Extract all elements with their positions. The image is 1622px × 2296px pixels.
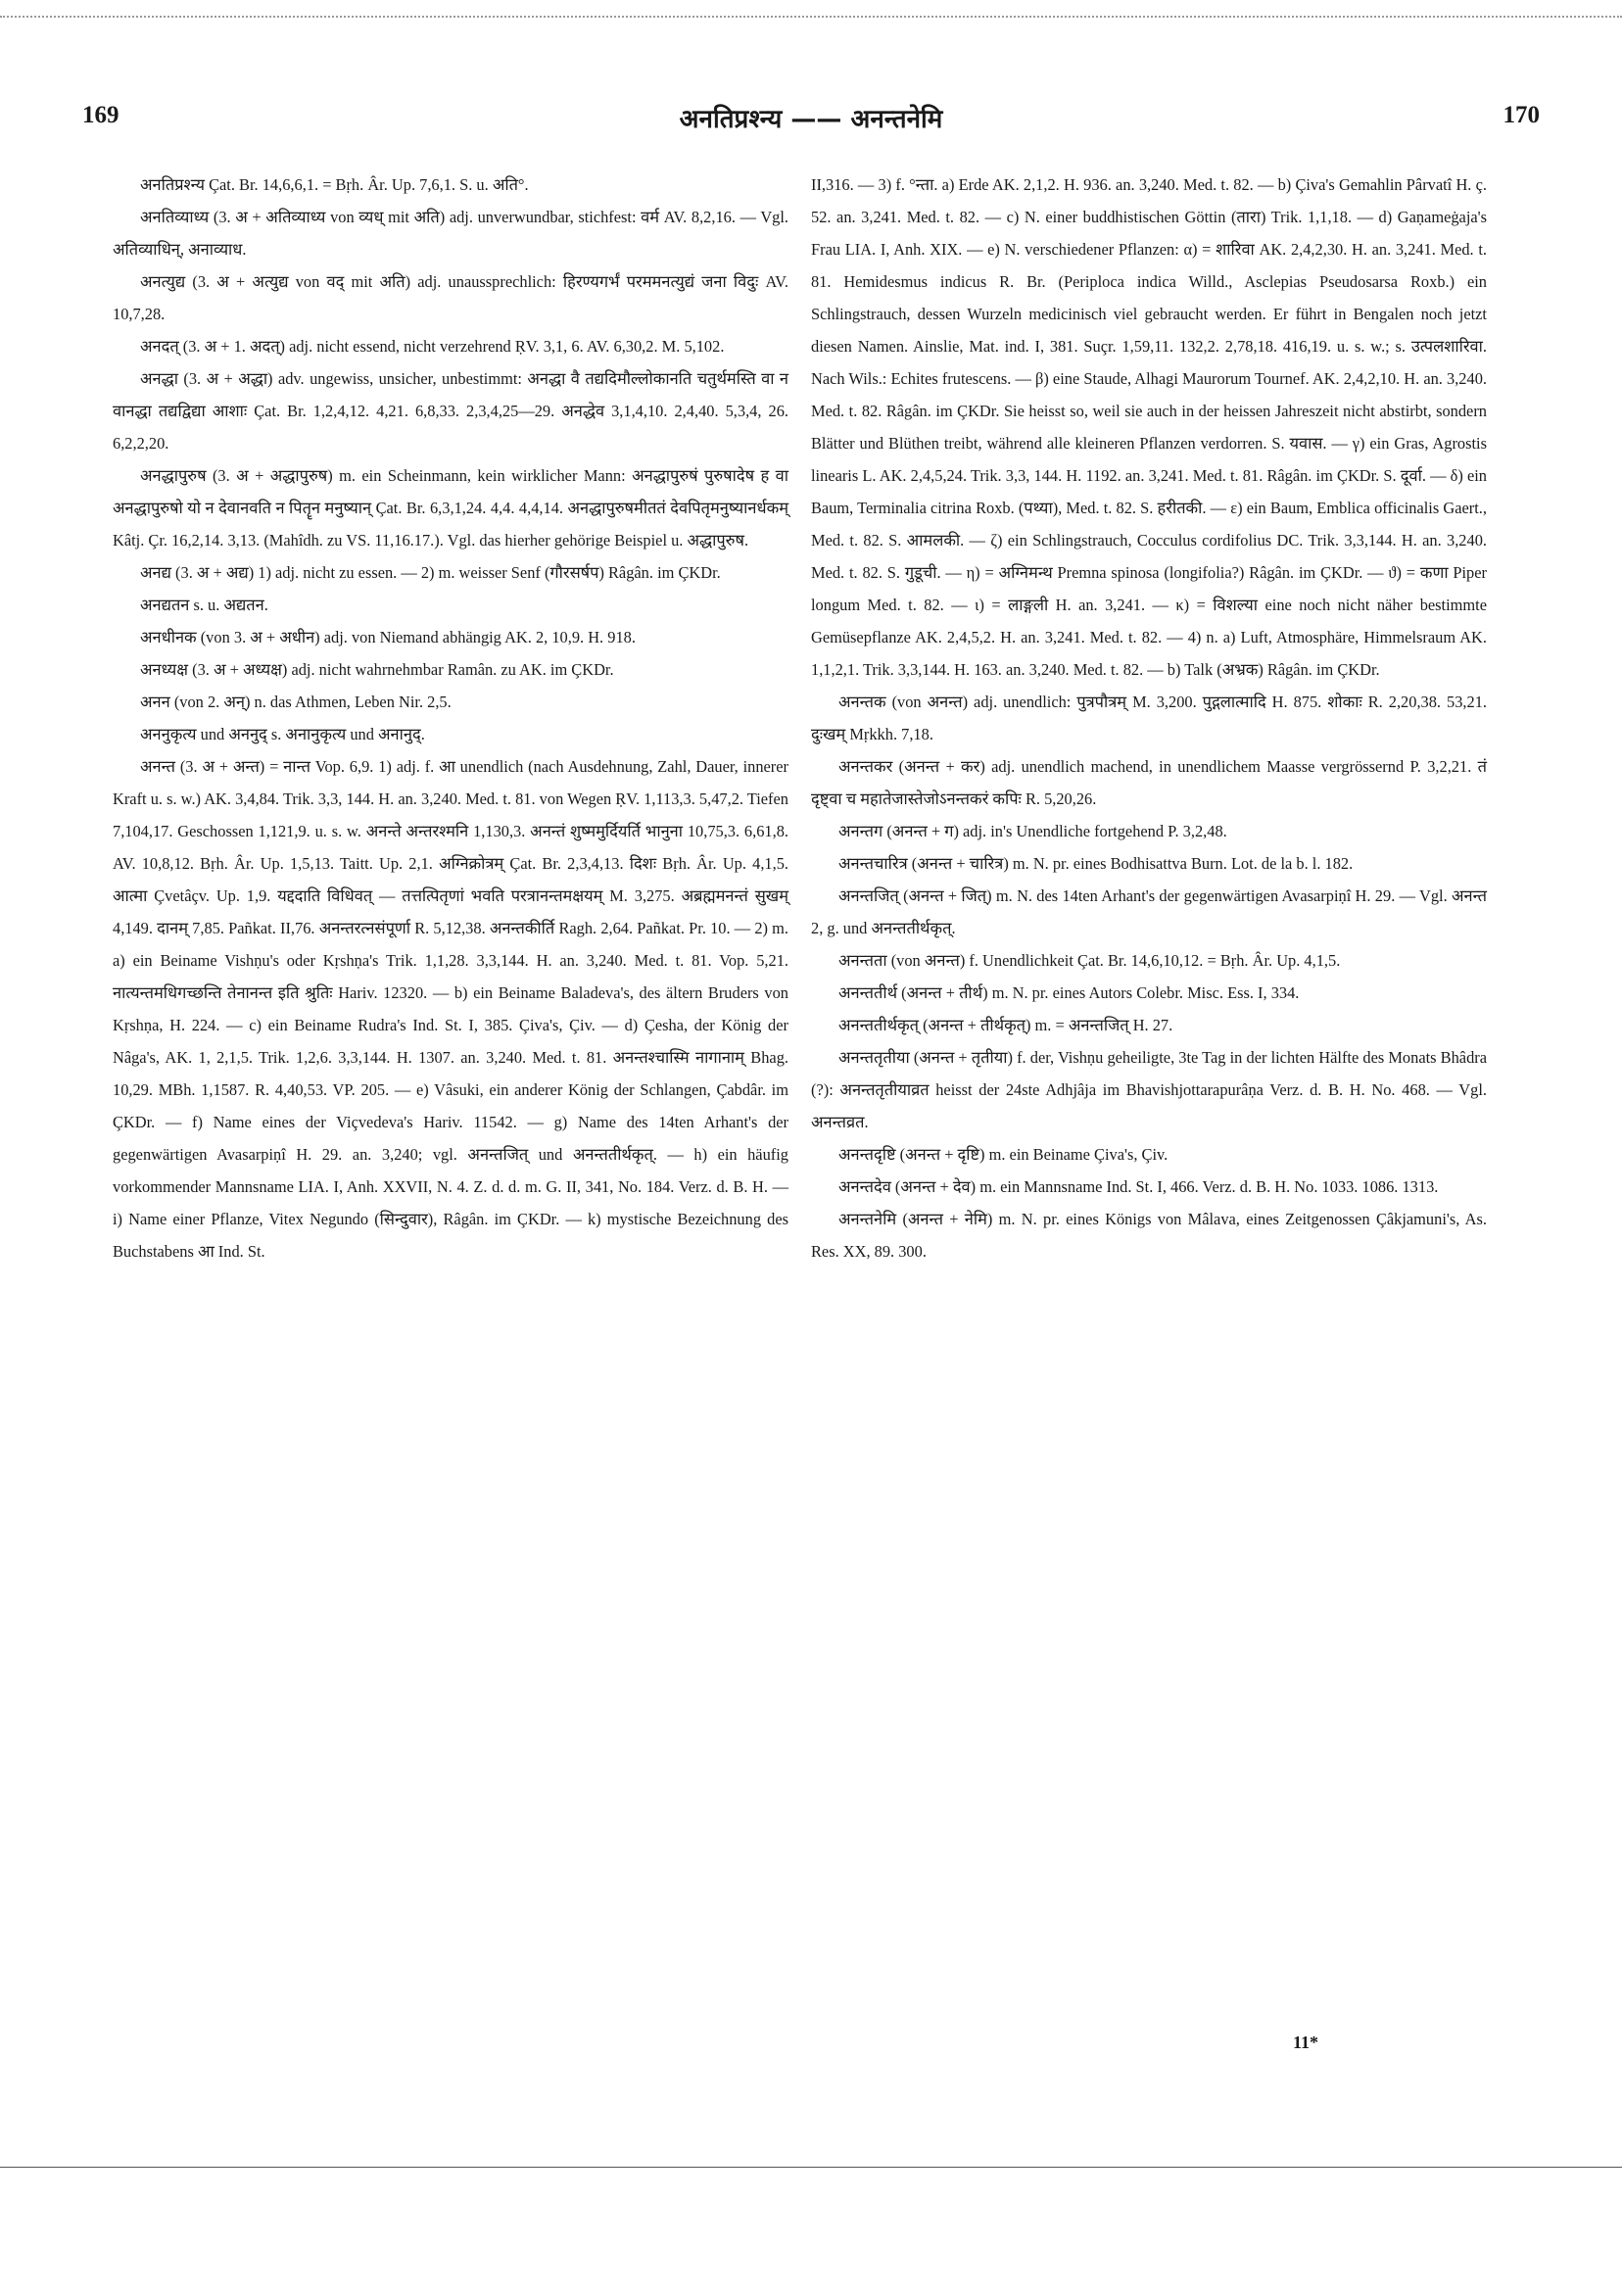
entry: अनद्यतन s. u. अद्यतन.: [140, 596, 268, 614]
entry: अनन्तक (von अनन्त) adj. unendlich: पुत्रपौत्रम् M. 3,200. पुद्गलात्मादि H. 875. शोकाः R. 2,20,38. 53,21. दुःखम् Mṛkkh. 7,18.: [811, 693, 1487, 743]
entry: अनद्य (3. अ + अद्य) 1) adj. nicht zu essen. — 2) m. weisser Senf (गौरसर्षप) Râgân. im ÇKDr.: [140, 563, 721, 582]
entry: अनन्तदेव (अनन्त + देव) m. ein Mannsname Ind. St. I, 466. Verz. d. B. H. No. 1033. 1086. 1313.: [838, 1177, 1439, 1196]
signature-mark: 11*: [1293, 2033, 1319, 2052]
page-number-left: 169: [82, 102, 119, 128]
entry: अनन्तचारित्र (अनन्त + चारित्र) m. N. pr. eines Bodhisattva Burn. Lot. de la b. l. 182.: [838, 854, 1354, 873]
entry: अनन्तजित् (अनन्त + जित्) m. N. des 14ten Arhant's der gegenwärtigen Avasarpiṇî H. 29. — Vgl. अनन्त 2, g. und अनन्ततीर्थकृत्.: [811, 886, 1487, 937]
bottom-rule: [0, 2167, 1622, 2168]
page-header: [82, 96, 1540, 135]
entry: अनन्ततीर्थ (अनन्त + तीर्थ) m. N. pr. eines Autors Colebr. Misc. Ess. I, 334.: [838, 983, 1300, 1002]
entry: अनन्तकर (अनन्त + कर) adj. unendlich machend, in unendlichem Maasse vergrössernd P. 3,2,21. तं दृष्ट्वा च महातेजास्तेजोऽनन्तकरं कपिः R. 5,20,26.: [811, 757, 1487, 808]
entry: अनतिप्रश्न्य Çat. Br. 14,6,6,1. = Bṛh. Âr. Up. 7,6,1. S. u. अति°.: [140, 175, 529, 194]
left-column: [113, 168, 788, 1268]
entry: अनदत् (3. अ + 1. अदत्) adj. nicht essend, nicht verzehrend ṚV. 3,1, 6. AV. 6,30,2. M. 5,102.: [140, 337, 725, 356]
entry: अनन (von 2. अन्) n. das Athmen, Leben Nir. 2,5.: [140, 693, 452, 711]
entry: अनन्तग (अनन्त + ग) adj. in's Unendliche fortgehend P. 3,2,48.: [838, 822, 1227, 840]
entry: अनन्ततृतीया (अनन्त + तृतीया) f. der, Vishṇu geheiligte, 3te Tag in der lichten Hälfte des Monats Bhâdra (?): अनन्ततृतीयाव्रत heisst der 24ste Adhjâja im Bhavishjottarapurâṇa Verz. d. B. H. No. 468. — Vgl. अनन्तव्रत.: [811, 1048, 1487, 1131]
entry-continuation: II,316. — 3) f. °न्ता. a) Erde AK. 2,1,2. H. 936. an. 3,240. Med. t. 82. — b) Çiva's Gemahlin Pârvatî H. ç. 52. an. 3,241. Med. t. 82. — c) N. einer buddhistischen Göttin (तारा) Trik. 1,1,18. — d) Gaṇameġaja's Frau LIA. I, Anh. XIX. — e) N. verschiedener Pflanzen: α) = शारिवा AK. 2,4,2,30. H. an. 3,241. Med. t. 81. Hemidesmus indicus R. Br. (Periploca indica Willd., Asclepias Pseudosarsa Roxb.) ein Schlingstrauch, dessen Wurzeln medicinisch viel gebraucht werden. Er führt in Bengalen noch jetzt diesen Namen. Ainslie, Mat. ind. I, 381. Suçr. 1,59,11. 132,2. 2,78,18. 416,19. u. s. w.; s. उत्पलशारिवा. Nach Wils.: Echites frutescens. — β) eine Staude, Alhagi Maurorum Tournef. AK. 2,4,2,10. H. an. 3,240. Med. t. 82. Râgân. im ÇKDr. Sie heisst so, weil sie auch in der heissen Jahreszeit nicht abstirbt, sondern Blätter und Blüthen treibt, während alle kleineren Pflanzen verdorren. S. यवास. — γ) ein Gras, Agrostis linearis L. AK. 2,4,5,24. Trik. 3,3, 144. H. 1192. an. 3,241. Med. t. 81. Râgân. im ÇKDr. S. दूर्वा. — δ) ein Baum, Terminalia citrina Roxb. (पथ्या), Med. t. 82. S. हरीतकी. — ε) ein Baum, Emblica officinalis Gaert., Med. t. 82. S. आमलकी. — ζ) ein Schlingstrauch, Cocculus cordifolius DC. Trik. 3,3,144. H. an. 3,240. Med. t. 82. S. गुडूची. — η) = अग्निमन्थ Premna spinosa (longifolia?) Râgân. im ÇKDr. — ϑ) = कणा Piper longum Med. t. 82. — ι) = लाङ्गली H. an. 3,241. — κ) = विशल्या eine noch nicht näher bestimmte Gemüsepflanze AK. 2,4,5,2. H. an. 3,241. Med. t. 82. — 4) n. a) Luft, Atmosphäre, Himmelsraum AK. 1,1,2,1. Trik. 3,3,144. H. 163. an. 3,240. Med. t. 82. — b) Talk (अभ्रक) Râgân. im ÇKDr.: [811, 175, 1487, 679]
entry: अनत्युद्य (3. अ + अत्युद्य von वद् mit अति) adj. unaussprechlich: हिरण्यगर्भं परममनत्युद्यं जना विदुः AV. 10,7,28.: [113, 272, 788, 323]
entry: अनन्तता (von अनन्त) f. Unendlichkeit Çat. Br. 14,6,10,12. = Bṛh. Âr. Up. 4,1,5.: [838, 951, 1341, 970]
right-column: [811, 168, 1487, 1268]
entry: अनद्धापुरुष (3. अ + अद्धापुरुष) m. ein Scheinmann, kein wirklicher Mann: अनद्धापुरुषं पुरुषादेष ह वा अनद्धापुरुषो यो न देवानवति न पितॄन मनुष्यान् Çat. Br. 6,3,1,24. 4,4. 4,4,14. अनद्धापुरुषमीततं देवपितृमनुष्यानर्धकम् Kâtj. Çr. 16,2,14. 3,13. (Mahîdh. zu VS. 11,16.17.). Vgl. das hierher gehörige Beispiel u. अद्धापुरुष.: [113, 466, 788, 550]
page-number-right: 170: [1503, 102, 1540, 128]
top-edge-rule: [0, 0, 1622, 18]
entry: अनन्ततीर्थकृत् (अनन्त + तीर्थकृत्) m. = अनन्तजित् H. 27.: [838, 1016, 1173, 1034]
entry: अनधीनक (von 3. अ + अधीन) adj. von Niemand abhängig AK. 2, 10,9. H. 918.: [140, 628, 636, 646]
entry: अनन्त (3. अ + अन्त) = नान्त Vop. 6,9. 1) adj. f. आ unendlich (nach Ausdehnung, Zahl, Dauer, innerer Kraft u. s. w.) AK. 3,4,84. Trik. 3,3, 144. H. an. 3,240. Med. t. 81. von Wegen ṚV. 1,113,3. 5,47,2. Tiefen 7,104,17. Geschossen 1,121,9. u. s. w. अनन्ते अन्तरश्मनि 1,130,3. अनन्तं शुष्ममुर्दियर्ति भानुना 10,75,3. 6,61,8. AV. 10,8,12. Bṛh. Âr. Up. 1,5,13. Taitt. Up. 2,1. अग्निक्रोत्रम् Çat. Br. 2,3,4,13. दिशः Bṛh. Âr. Up. 4,1,5. आत्मा Çvetâçv. Up. 1,9. यद्ददाति विधिवत् — तत्तत्पितृणां भवति परत्रानन्तमक्षयम् M. 3,275. अब्रह्ममनन्तं सुखम् 4,149. दानम् 7,85. Pañkat. II,76. अनन्तरत्नसंपूर्णा R. 5,12,38. अनन्तकीर्ति Ragh. 2,64. Pañkat. Pr. 10. — 2) m. a) ein Beiname Vishṇu's oder Kṛshṇa's Trik. 1,1,28. 3,3,144. H. an. 3,240. Med. t. 81. Vop. 5,21. नात्यन्तमधिगच्छन्ति तेनानन्त इति श्रुतिः Hariv. 12320. — b) ein Beiname Baladeva's, des ältern Bruders von Kṛshṇa, H. 224. — c) ein Beiname Rudra's Ind. St. I, 385. Çiva's, Çiv. — d) Çesha, der König der Nâga's, AK. 1, 2,1,5. Trik. 1,2,6. 3,3,144. H. 1307. an. 3,240. Med. t. 81. अनन्तश्चास्मि नागानाम् Bhag. 10,29. MBh. 1,1587. R. 4,40,53. VP. 205. — e) Vâsuki, ein anderer König der Schlangen, Çabdâr. im ÇKDr. — f) Name eines der Viçvedeva's Hariv. 11542. — g) Name des 14ten Arhant's der gegenwärtigen Avasarpiṇî H. 29. an. 3,240; vgl. अनन्तजित् und अनन्ततीर्थकृत्. — h) ein häufig vorkommender Mannsname LIA. I, Anh. XXVII, N. 4. Z. d. d. m. G. II, 341, No. 184. Verz. d. B. H. — i) Name einer Pflanze, Vitex Negundo (सिन्दुवार), Râgân. im ÇKDr. — k) mystische Bezeichnung des Buchstabens आ Ind. St.: [113, 757, 788, 1261]
entry: अनन्तदृष्टि (अनन्त + दृष्टि) m. ein Beiname Çiva's, Çiv.: [838, 1145, 1169, 1164]
entry: अननुकृत्य und अननुद् s. अनानुकृत्य und अनानुद्.: [140, 725, 425, 743]
entry: अनध्यक्ष (3. अ + अध्यक्ष) adj. nicht wahrnehmbar Ramân. zu AK. im ÇKDr.: [140, 660, 614, 679]
entry: अनन्तनेमि (अनन्त + नेमि) m. N. pr. eines Königs von Mâlava, eines Zeitgenossen Çâkjamuni's, As. Res. XX, 89. 300.: [811, 1210, 1487, 1261]
entry: अनद्धा (3. अ + अद्धा) adv. ungewiss, unsicher, unbestimmt: अनद्धा वै तद्यदिमौल्लोकानति चतुर्थमस्ति वा न वानद्धा तद्यद्विद्या आशाः Çat. Br. 1,2,4,12. 4,21. 6,8,33. 2,3,4,25—29. अनद्धेव 3,1,4,10. 2,4,40. 5,3,4, 26. 6,2,2,20.: [113, 369, 788, 453]
entry: अनतिव्याध्य (3. अ + अतिव्याध्य von व्यध् mit अति) adj. unverwundbar, stichfest: वर्म AV. 8,2,16. — Vgl. अतिव्याधिन्, अनाव्याध.: [113, 208, 788, 259]
running-title: अनतिप्रश्न्य —— अनन्तनेमि: [679, 105, 943, 134]
